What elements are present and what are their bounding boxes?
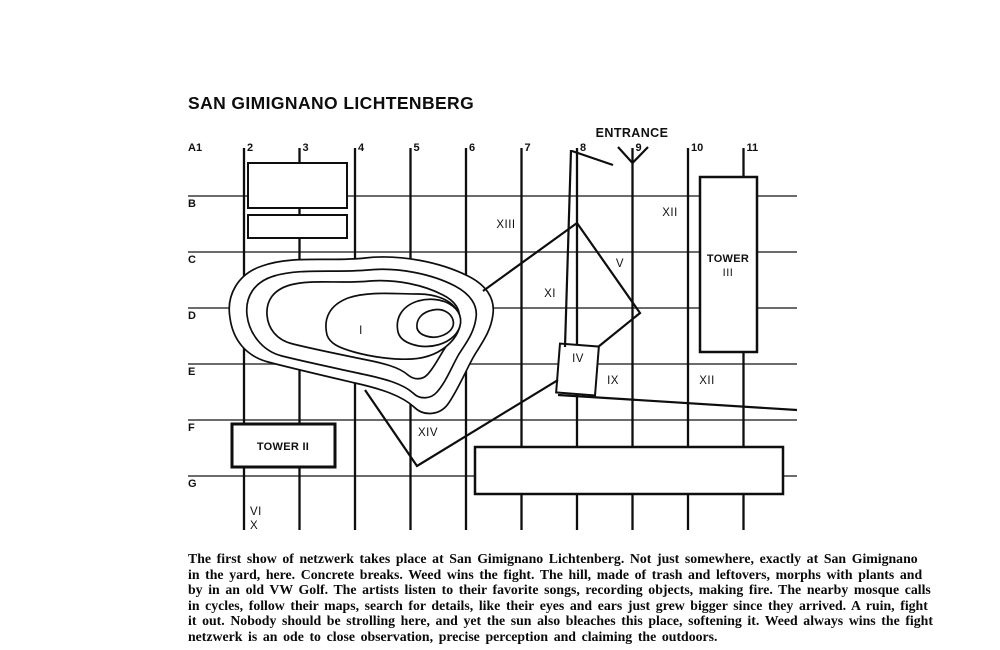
col-label-2: 2	[247, 142, 254, 154]
bottom-building	[475, 447, 783, 494]
tower-iii-numeral: III	[722, 267, 734, 279]
grid-corner-label: A1	[188, 142, 203, 154]
tower-ii-label: TOWER II	[256, 441, 310, 453]
boundary-north	[483, 223, 640, 347]
col-label-10: 10	[691, 142, 704, 154]
paragraph-line: in the yard, here. Concrete breaks. Weed wins the fight. The hill, made of trash and leftovers, morphs with plants and	[188, 566, 923, 582]
grid-row-labels	[188, 198, 197, 490]
building-a	[248, 163, 347, 208]
row-label-g: G	[188, 478, 197, 490]
tower-iii-label: TOWER	[706, 253, 750, 265]
description-paragraph	[188, 551, 1000, 650]
entrance-label: ENTRANCE	[595, 126, 669, 140]
area-label-xii-lower: XII	[699, 375, 715, 387]
east-boundary-line	[558, 395, 797, 410]
area-label-xi: XI	[544, 288, 556, 300]
col-label-11: 11	[746, 142, 759, 154]
contour-6	[417, 310, 454, 338]
paragraph-line: by in an old VW Golf. The artists listen to their favorite songs, recording objects, making fire. The nearby mosque calls	[188, 582, 931, 597]
col-label-5: 5	[413, 142, 420, 154]
entrance-spur-line	[572, 151, 613, 165]
area-label-xii-upper: XII	[662, 207, 678, 219]
area-label-vi: VI	[250, 506, 262, 518]
grid-column-labels	[247, 142, 758, 154]
page-title: SAN GIMIGNANO LICHTENBERG	[188, 93, 475, 113]
col-label-8: 8	[580, 142, 587, 154]
area-label-i: I	[359, 325, 363, 337]
area-iv-outline	[556, 344, 599, 396]
row-label-d: D	[188, 310, 196, 322]
entrance-path-line	[565, 150, 571, 347]
area-label-iv: IV	[572, 353, 584, 365]
area-label-xiii: XIII	[496, 219, 516, 231]
area-label-v: V	[615, 258, 625, 270]
col-label-6: 6	[469, 142, 476, 154]
row-label-e: E	[188, 366, 196, 378]
row-label-f: F	[188, 422, 195, 434]
paragraph-line: it out. Nobody should be strolling here, and yet the sun also bleaches this place, softening it. Weed always wins the fight	[188, 613, 933, 628]
paragraph-line: The first show of netzwerk takes place at San Gimignano Lichtenberg. Not just somewhere, exactly at San Gimignano	[188, 551, 918, 566]
row-label-c: C	[188, 254, 196, 266]
area-label-ix: IX	[607, 375, 619, 387]
paragraph-line: in cycles, follow their maps, search for details, like their eyes and ears just grew bigger since they arrived. A ruin, fight	[188, 597, 928, 613]
col-label-4: 4	[358, 142, 365, 154]
col-label-7: 7	[524, 142, 531, 154]
col-label-3: 3	[302, 142, 309, 154]
area-label-xiv: XIV	[417, 427, 439, 439]
building-b	[248, 215, 347, 238]
area-label-x: X	[250, 520, 259, 532]
row-label-b: B	[188, 198, 196, 210]
paragraph-line: netzwerk is an ode to close observation, precise perception and claiming the outdoors.	[188, 628, 718, 644]
col-label-9: 9	[635, 142, 642, 154]
